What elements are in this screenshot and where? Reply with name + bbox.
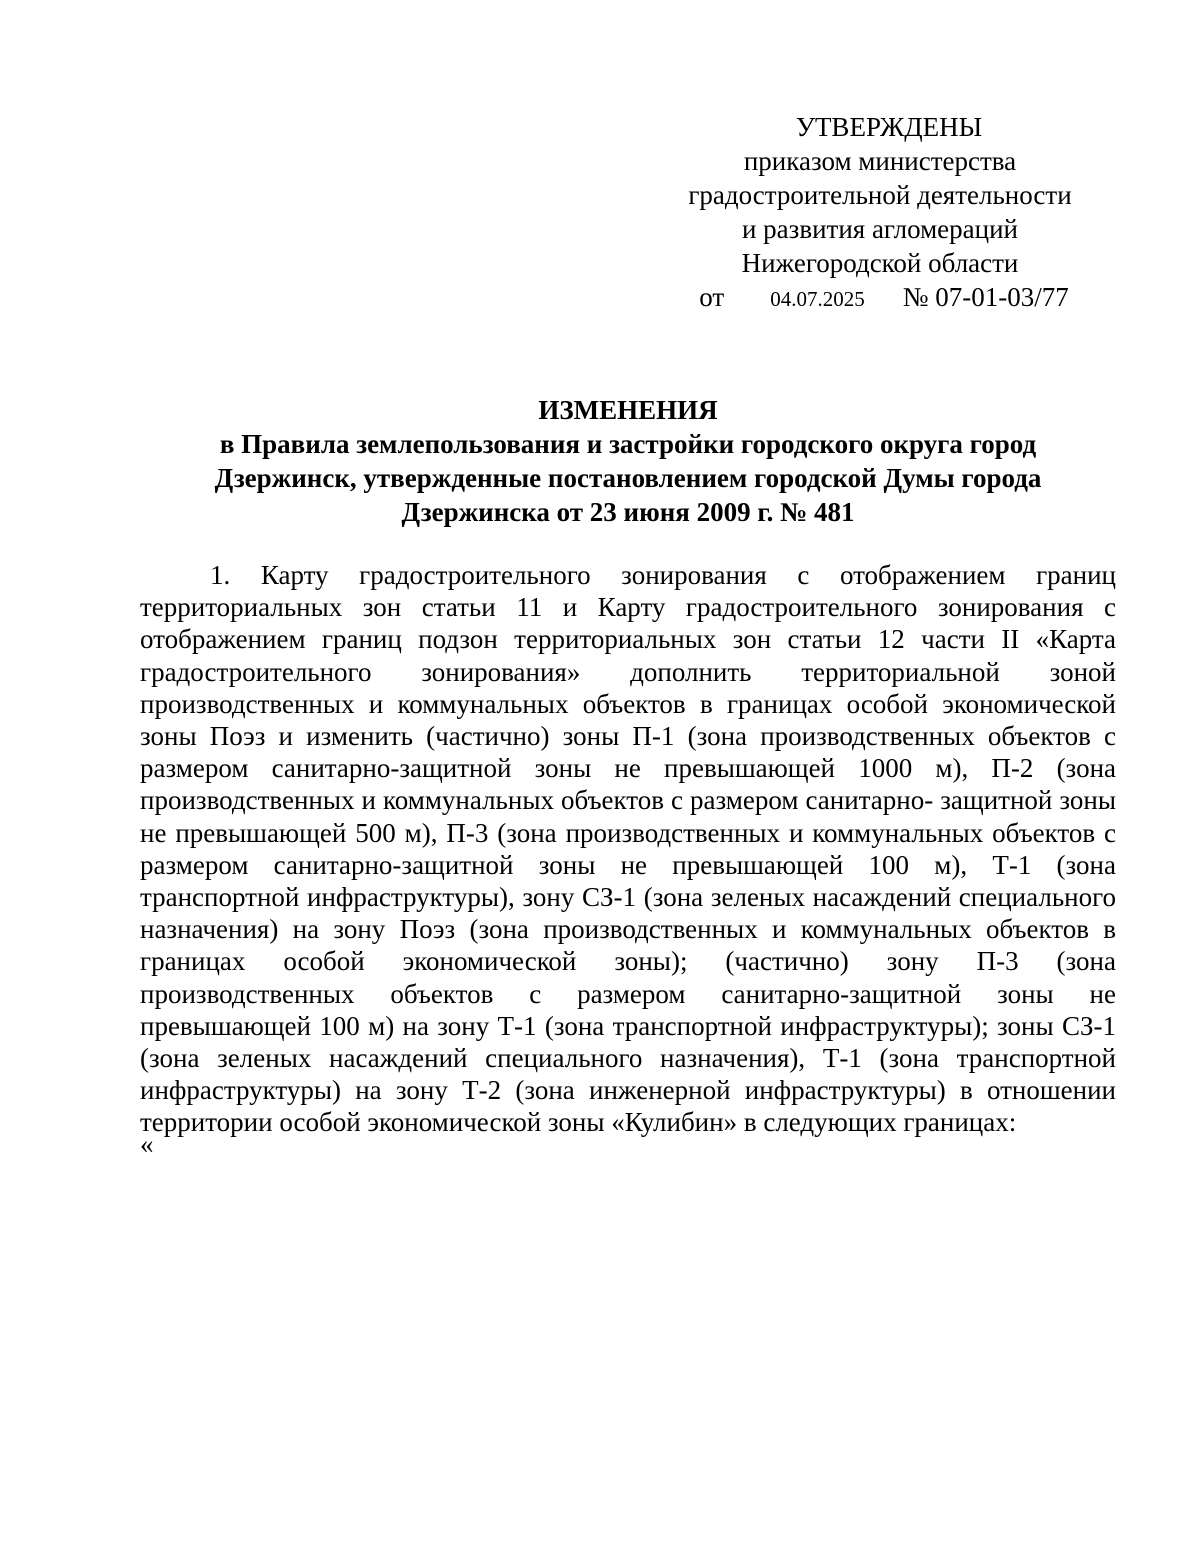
approval-line-agglomerations: и развития агломераций: [741, 214, 1018, 244]
approval-from-label: от: [699, 282, 725, 312]
approval-stamp: [660, 110, 1100, 316]
approval-line-ministry-order: приказом министерства: [743, 146, 1017, 176]
approval-date-line: [660, 280, 1100, 316]
title-subtitle-line-2: Дзержинск, утвержденные постановлением городской Думы города: [214, 463, 1042, 493]
opening-quote-mark: «: [140, 1129, 154, 1159]
document-body: [140, 559, 1116, 1139]
title-subtitle-line-1: в Правила землепользования и застройки городского округа город: [219, 429, 1037, 459]
approval-line-region: Нижегородской области: [741, 248, 1019, 278]
approval-date: 04.07.2025: [770, 287, 865, 311]
approval-line-ministry-name: градостроительной деятельности: [688, 180, 1072, 210]
title-heading: ИЗМЕНЕНИЯ: [538, 395, 718, 425]
document-title: [140, 393, 1116, 529]
title-subtitle-line-3: Дзержинска от 23 июня 2009 г. № 481: [401, 497, 855, 527]
approval-heading: УТВЕРЖДЕНЫ: [795, 112, 983, 142]
approval-number: № 07-01-03/77: [902, 282, 1069, 312]
paragraph-1: 1. Карту градостроительного зонирования с отображением границ территориальных зон статьи 11 и Карту градостроительного зонирования с отображением границ подзон территориальных зон статьи 12 части II «Карта градостроительного зонирования» дополнить территориальной зоной производственных и коммунальных объектов в границах особой экономической зоны Поэз и изменить (частично) зоны П-1 (зона производственных объектов с размером санитарно-защитной зоны не превышающей 1000 м), П-2 (зона производственных и коммунальных объектов с размером санитарно- защитной зоны не превышающей 500 м), П-3 (зона производственных и коммунальных объектов с размером санитарно-защитной зоны не превышающей 100 м), Т-1 (зона транспортной инфраструктуры), зону СЗ-1 (зона зеленых насаждений специального назначения) на зону Поэз (зона производственных и коммунальных объектов в границах особой экономической зоны); (частично) зону П-3 (зона производственных объектов с размером санитарно-защитной зоны не превышающей 100 м) на зону Т-1 (зона транспортной инфраструктуры); зоны СЗ-1 (зона зеленых насаждений специального назначения), Т-1 (зона транспортной инфраструктуры) на зону Т-2 (зона инженерной инфраструктуры) в отношении территории особой экономической зоны «Кулибин» в следующих границах:: [140, 560, 1116, 1138]
